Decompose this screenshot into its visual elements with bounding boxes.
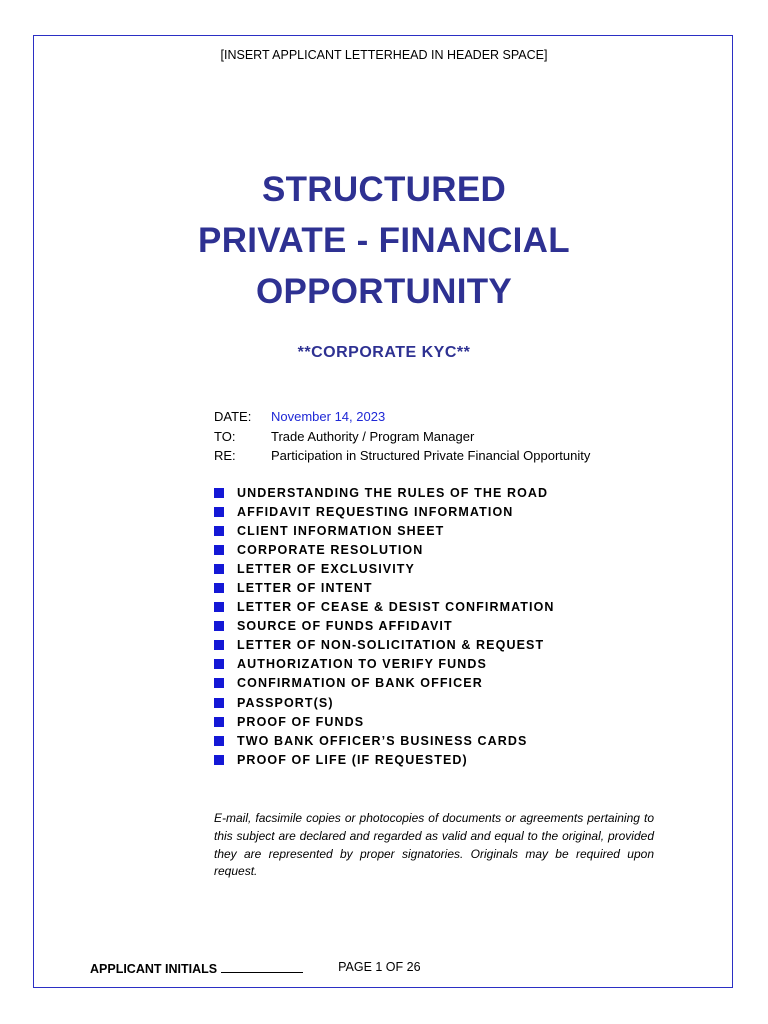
list-item xyxy=(214,712,555,731)
list-item-label: AFFIDAVIT REQUESTING INFORMATION xyxy=(237,504,514,519)
list-item xyxy=(214,674,555,693)
initials-signature-line xyxy=(221,960,303,973)
list-item xyxy=(214,559,555,578)
square-bullet-icon xyxy=(214,755,224,765)
square-bullet-icon xyxy=(214,583,224,593)
list-item-label: SOURCE OF FUNDS AFFIDAVIT xyxy=(237,619,453,634)
initials-label: APPLICANT INITIALS xyxy=(90,962,218,976)
list-item-label: UNDERSTANDING THE RULES OF THE ROAD xyxy=(237,485,549,500)
list-item xyxy=(214,693,555,712)
date-label: DATE: xyxy=(214,409,252,424)
square-bullet-icon xyxy=(214,602,224,612)
letterhead-placeholder: [INSERT APPLICANT LETTERHEAD IN HEADER SPACE] xyxy=(220,48,548,62)
date-value: November 14, 2023 xyxy=(271,409,386,424)
page-footer xyxy=(90,960,421,976)
title-line-3: OPPORTUNITY xyxy=(255,272,513,311)
re-value: Participation in Structured Private Financial Opportunity xyxy=(271,448,591,463)
list-item xyxy=(214,655,555,674)
list-item xyxy=(214,636,555,655)
list-item-label: PASSPORT(S) xyxy=(237,695,334,710)
list-item xyxy=(214,540,555,559)
square-bullet-icon xyxy=(214,488,224,498)
square-bullet-icon xyxy=(214,545,224,555)
re-label: RE: xyxy=(214,448,236,463)
list-item-label: PROOF OF FUNDS xyxy=(237,714,365,729)
list-item-label: LETTER OF EXCLUSIVITY xyxy=(237,561,415,576)
document-title xyxy=(0,164,768,317)
validity-note: E-mail, facsimile copies or photocopies of documents or agreements pertaining to this subject are declared and regarded as valid and equal to the original, provided they are represented by proper signatories. Originals may be required upon request. xyxy=(214,811,654,879)
square-bullet-icon xyxy=(214,621,224,631)
square-bullet-icon xyxy=(214,526,224,536)
square-bullet-icon xyxy=(214,507,224,517)
list-item-label: TWO BANK OFFICER’S BUSINESS CARDS xyxy=(237,733,528,748)
list-item-label: CORPORATE RESOLUTION xyxy=(237,542,424,557)
list-item-label: CONFIRMATION OF BANK OFFICER xyxy=(237,676,483,691)
list-item-label: PROOF OF LIFE (IF REQUESTED) xyxy=(237,752,468,767)
to-label: TO: xyxy=(214,428,236,444)
list-item-label: AUTHORIZATION TO VERIFY FUNDS xyxy=(237,657,487,672)
square-bullet-icon xyxy=(214,717,224,727)
list-item xyxy=(214,750,555,769)
list-item-label: LETTER OF CEASE & DESIST CONFIRMATION xyxy=(237,600,555,615)
page-number: PAGE 1 OF 26 xyxy=(338,960,421,974)
memo-header xyxy=(214,407,590,466)
applicant-initials xyxy=(90,960,303,976)
to-row xyxy=(214,427,590,447)
square-bullet-icon xyxy=(214,736,224,746)
square-bullet-icon xyxy=(214,659,224,669)
list-item xyxy=(214,617,555,636)
title-line-1: STRUCTURED xyxy=(261,170,507,209)
document-subtitle: **CORPORATE KYC** xyxy=(297,344,471,361)
title-line-2: PRIVATE - FINANCIAL xyxy=(198,221,570,260)
square-bullet-icon xyxy=(214,640,224,650)
list-item xyxy=(214,521,555,540)
list-item xyxy=(214,578,555,597)
list-item-label: LETTER OF INTENT xyxy=(237,581,373,596)
list-item xyxy=(214,483,555,502)
date-row xyxy=(214,407,590,427)
list-item xyxy=(214,731,555,750)
square-bullet-icon xyxy=(214,678,224,688)
re-row xyxy=(214,446,590,466)
square-bullet-icon xyxy=(214,698,224,708)
list-item xyxy=(214,502,555,521)
square-bullet-icon xyxy=(214,564,224,574)
to-value: Trade Authority / Program Manager xyxy=(271,428,475,444)
list-item-label: LETTER OF NON-SOLICITATION & REQUEST xyxy=(237,638,545,653)
list-item xyxy=(214,598,555,617)
list-item-label: CLIENT INFORMATION SHEET xyxy=(237,523,445,538)
document-checklist xyxy=(214,483,555,769)
